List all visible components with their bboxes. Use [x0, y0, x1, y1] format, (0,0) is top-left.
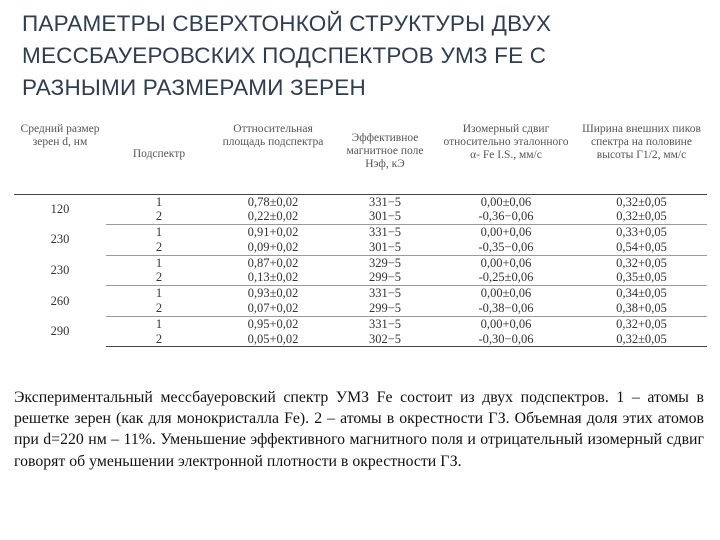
table-row [14, 209, 707, 224]
cell-grain-size: 230 [50, 263, 70, 278]
cell-magnetic-field: 301−5 [334, 209, 436, 224]
header-peak-width: Ширина внешних пиков спектра на половине высоты Г1/2, мм/с [576, 120, 707, 194]
cell-isomer-shift: -0,36−0,06 [436, 209, 576, 224]
cell-relative-area: 0,78±0,02 [247, 194, 299, 209]
header-subspectrum: Подспектр [106, 120, 212, 194]
cell-isomer-shift: 0,00+0,06 [480, 225, 532, 240]
cell-magnetic-field: 302−5 [334, 332, 436, 347]
header-relative-area: Оттносительная площадь подспектра [212, 120, 334, 194]
cell-subspectrum: 1 [155, 255, 163, 270]
cell-relative-area: 0,93±0,02 [247, 286, 299, 301]
cell-peak-width: 0,33+0,05 [616, 225, 667, 240]
cell-grain-size: 260 [50, 293, 70, 308]
cell-grain-size: 120 [50, 202, 70, 217]
cell-magnetic-field: 329−5 [368, 255, 402, 270]
cell-isomer-shift: -0,35−0,06 [436, 240, 576, 255]
cell-isomer-shift: -0,25±0,06 [436, 270, 576, 285]
cell-peak-width: 0,32±0,05 [616, 194, 667, 209]
cell-subspectrum: 2 [106, 270, 212, 285]
table-row [14, 316, 707, 331]
cell-peak-width: 0,34±0,05 [616, 286, 667, 301]
cell-subspectrum: 2 [106, 209, 212, 224]
cell-magnetic-field: 331−5 [368, 225, 402, 240]
cell-isomer-shift: 0,00±0,06 [480, 286, 532, 301]
cell-peak-width: 0,32±0,05 [576, 209, 707, 224]
table-row [14, 332, 707, 347]
cell-magnetic-field: 331−5 [368, 316, 402, 331]
cell-isomer-shift: 0,00+0,06 [480, 316, 532, 331]
cell-subspectrum: 1 [155, 286, 163, 301]
cell-peak-width: 0,38+0,05 [576, 301, 707, 316]
cell-relative-area: 0,05+0,02 [212, 332, 334, 347]
cell-peak-width: 0,54+0,05 [576, 240, 707, 255]
cell-grain-size: 290 [50, 324, 70, 339]
table-row [14, 301, 707, 316]
header-magnetic-field: Эффективное магнитное поле Hэф, кЭ [334, 120, 436, 194]
cell-relative-area: 0,13±0,02 [212, 270, 334, 285]
cell-magnetic-field: 299−5 [334, 270, 436, 285]
cell-subspectrum: 2 [106, 240, 212, 255]
cell-relative-area: 0,09+0,02 [212, 240, 334, 255]
cell-magnetic-field: 331−5 [368, 286, 402, 301]
cell-grain-size: 230 [50, 232, 70, 247]
table-header-row [14, 120, 707, 194]
header-grain-size: Средний размер зерен d, нм [14, 120, 106, 194]
slide-title: ПАРАМЕТРЫ СВЕРХТОНКОЙ СТРУКТУРЫ ДВУХ МЕССБАУЕРОВСКИХ ПОДСПЕКТРОВ УМЗ FE С РАЗНЫМИ РАЗМЕРАМИ ЗЕРЕН [22, 11, 552, 100]
table-row [14, 286, 707, 301]
cell-relative-area: 0,07+0,02 [212, 301, 334, 316]
description-paragraph: Экспериментальный мессбауеровский спектр УМЗ Fe состоит из двух подспектров. 1 – атомы в решетке зерен (как для монокристалла Fe). 2 – атомы в окрестности ГЗ. Объемная доля этих атомов при d=220 нм – 11%. Уменьшение эффективного магнитного поля и отрицательный изомерный сдвиг говорят об уменьшении электронной плотности в окрестности ГЗ. [14, 389, 704, 470]
header-isomer-shift: Изомерный сдвиг относительно эталонного α- Fe I.S., мм/с [436, 120, 576, 194]
parameters-table [14, 120, 707, 347]
cell-relative-area: 0,22±0,02 [212, 209, 334, 224]
cell-isomer-shift: 0,00+0,06 [480, 255, 532, 270]
table-row [14, 255, 707, 270]
cell-subspectrum: 1 [155, 194, 163, 209]
cell-magnetic-field: 331−5 [368, 194, 402, 209]
cell-subspectrum: 1 [155, 316, 163, 331]
cell-relative-area: 0,87+0,02 [247, 255, 299, 270]
cell-isomer-shift: 0,00±0,06 [480, 194, 532, 209]
cell-subspectrum: 2 [106, 332, 212, 347]
cell-peak-width: 0,32+0,05 [616, 316, 667, 331]
cell-magnetic-field: 301−5 [334, 240, 436, 255]
cell-subspectrum: 2 [106, 301, 212, 316]
cell-magnetic-field: 299−5 [334, 301, 436, 316]
cell-subspectrum: 1 [155, 225, 163, 240]
cell-peak-width: 0,32±0,05 [576, 332, 707, 347]
table-row [14, 225, 707, 240]
cell-relative-area: 0,91+0,02 [247, 225, 299, 240]
cell-peak-width: 0,35±0,05 [576, 270, 707, 285]
table-row [14, 270, 707, 285]
table-row [14, 194, 707, 209]
table-row [14, 240, 707, 255]
cell-relative-area: 0,95+0,02 [247, 316, 299, 331]
cell-isomer-shift: -0,38−0,06 [436, 301, 576, 316]
parameters-table-container [14, 120, 707, 370]
cell-peak-width: 0,32+0,05 [616, 255, 667, 270]
cell-isomer-shift: -0,30−0,06 [436, 332, 576, 347]
table-body [14, 194, 707, 347]
